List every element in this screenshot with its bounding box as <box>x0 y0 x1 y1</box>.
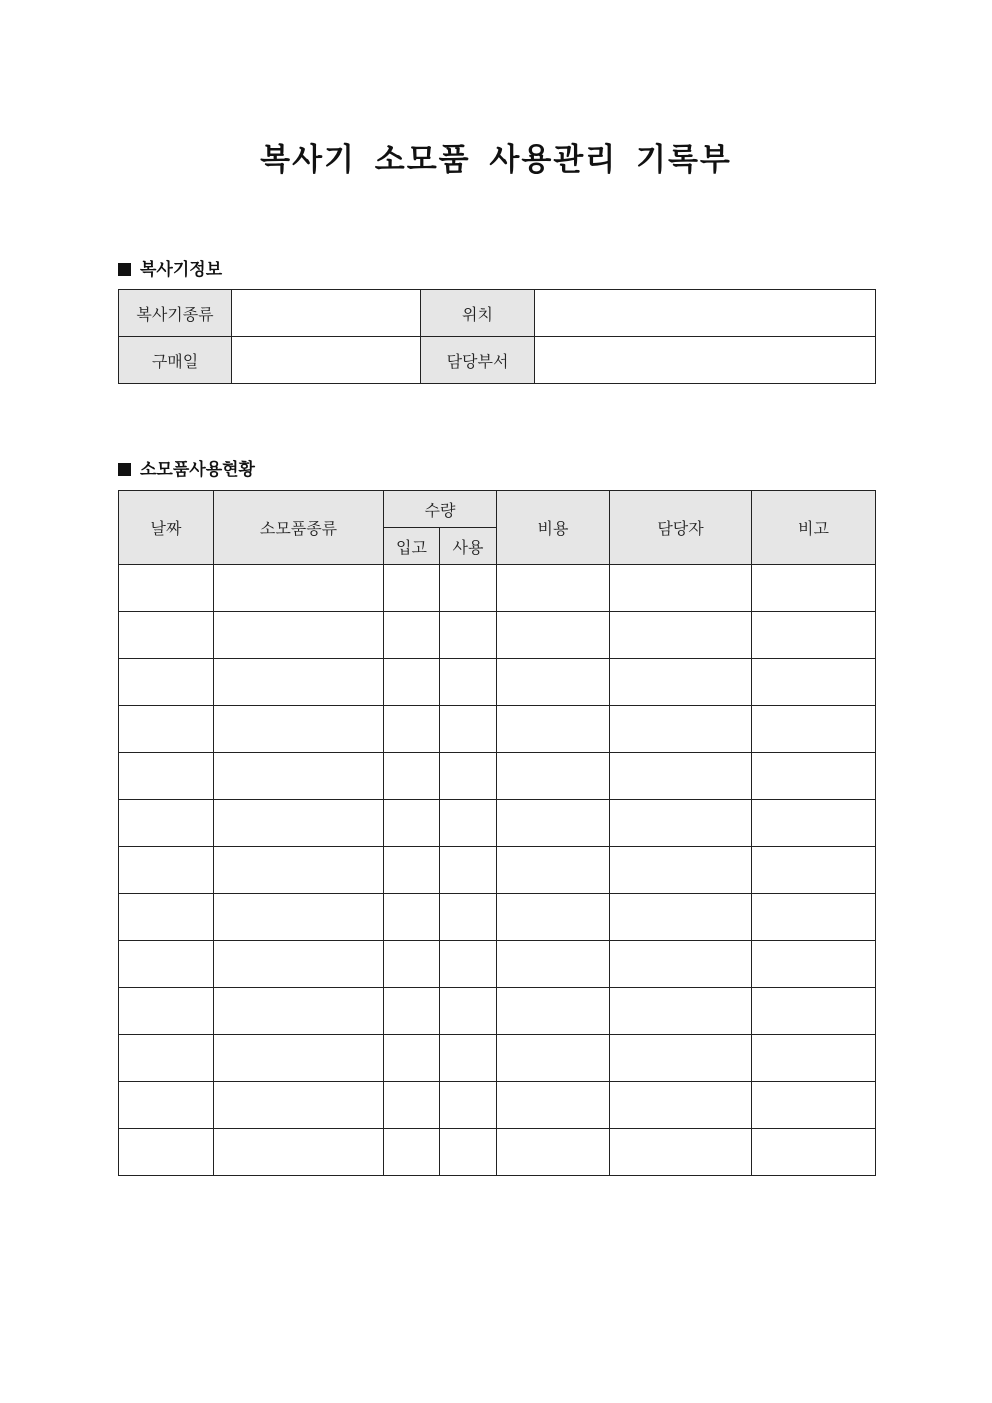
cost-cell[interactable] <box>497 1035 610 1082</box>
copier-info-row <box>119 290 876 337</box>
cost-cell[interactable] <box>497 706 610 753</box>
item-type-cell[interactable] <box>214 1035 384 1082</box>
copier-info-row <box>119 337 876 384</box>
item-type-cell[interactable] <box>214 800 384 847</box>
note-cell[interactable] <box>752 800 876 847</box>
item-type-cell[interactable] <box>214 988 384 1035</box>
used-cell[interactable] <box>440 706 497 753</box>
item-type-cell[interactable] <box>214 1129 384 1176</box>
note-cell[interactable] <box>752 659 876 706</box>
square-bullet-icon <box>118 463 131 476</box>
note-cell[interactable] <box>752 1082 876 1129</box>
usage-row <box>119 847 876 894</box>
item-type-cell[interactable] <box>214 565 384 612</box>
usage-row <box>119 988 876 1035</box>
cost-cell[interactable] <box>497 659 610 706</box>
used-cell[interactable] <box>440 941 497 988</box>
note-cell[interactable] <box>752 988 876 1035</box>
date-cell[interactable] <box>119 1129 214 1176</box>
usage-row <box>119 894 876 941</box>
received-cell[interactable] <box>384 753 440 800</box>
usage-row <box>119 1082 876 1129</box>
used-cell[interactable] <box>440 659 497 706</box>
usage-row <box>119 659 876 706</box>
person-cell[interactable] <box>610 847 752 894</box>
note-cell[interactable] <box>752 941 876 988</box>
item-type-cell[interactable] <box>214 753 384 800</box>
cost-cell[interactable] <box>497 941 610 988</box>
person-cell[interactable] <box>610 706 752 753</box>
usage-table <box>118 490 876 1176</box>
person-cell[interactable] <box>610 1129 752 1176</box>
cost-cell[interactable] <box>497 753 610 800</box>
person-cell[interactable] <box>610 1082 752 1129</box>
received-cell[interactable] <box>384 659 440 706</box>
usage-row <box>119 800 876 847</box>
copier-info-heading-text: 복사기정보 <box>140 260 223 280</box>
usage-row <box>119 565 876 612</box>
received-cell[interactable] <box>384 706 440 753</box>
copier-info-table <box>118 289 876 384</box>
date-cell[interactable] <box>119 894 214 941</box>
date-cell[interactable] <box>119 565 214 612</box>
received-cell[interactable] <box>384 565 440 612</box>
usage-row <box>119 612 876 659</box>
received-cell[interactable] <box>384 847 440 894</box>
col-date-header: 날짜 <box>119 491 214 565</box>
used-cell[interactable] <box>440 1082 497 1129</box>
person-cell[interactable] <box>610 753 752 800</box>
person-cell[interactable] <box>610 1035 752 1082</box>
item-type-cell[interactable] <box>214 847 384 894</box>
date-cell[interactable] <box>119 706 214 753</box>
note-cell[interactable] <box>752 753 876 800</box>
used-cell[interactable] <box>440 565 497 612</box>
copier-type-field[interactable] <box>232 290 421 337</box>
col-item-type-header: 소모품종류 <box>214 491 384 565</box>
note-cell[interactable] <box>752 847 876 894</box>
received-cell[interactable] <box>384 612 440 659</box>
used-cell[interactable] <box>440 1129 497 1176</box>
person-cell[interactable] <box>610 612 752 659</box>
used-cell[interactable] <box>440 800 497 847</box>
usage-row <box>119 753 876 800</box>
used-cell[interactable] <box>440 612 497 659</box>
usage-header-row <box>119 491 876 528</box>
received-cell[interactable] <box>384 988 440 1035</box>
note-cell[interactable] <box>752 894 876 941</box>
usage-heading <box>118 455 255 480</box>
cost-cell[interactable] <box>497 988 610 1035</box>
cost-cell[interactable] <box>497 1129 610 1176</box>
person-cell[interactable] <box>610 988 752 1035</box>
square-bullet-icon <box>118 263 131 276</box>
note-cell[interactable] <box>752 612 876 659</box>
cost-cell[interactable] <box>497 847 610 894</box>
location-label: 위치 <box>421 290 535 337</box>
col-cost-header: 비용 <box>497 491 610 565</box>
location-field[interactable] <box>535 290 876 337</box>
date-cell[interactable] <box>119 1082 214 1129</box>
usage-heading-text: 소모품사용현황 <box>140 460 255 480</box>
received-cell[interactable] <box>384 1035 440 1082</box>
cost-cell[interactable] <box>497 894 610 941</box>
usage-row <box>119 1035 876 1082</box>
col-quantity-header: 수량 <box>384 491 497 528</box>
cost-cell[interactable] <box>497 612 610 659</box>
purchase-date-label: 구매일 <box>119 337 232 384</box>
col-received-header: 입고 <box>384 528 440 565</box>
note-cell[interactable] <box>752 565 876 612</box>
date-cell[interactable] <box>119 659 214 706</box>
used-cell[interactable] <box>440 847 497 894</box>
item-type-cell[interactable] <box>214 612 384 659</box>
date-cell[interactable] <box>119 847 214 894</box>
received-cell[interactable] <box>384 1082 440 1129</box>
received-cell[interactable] <box>384 941 440 988</box>
cost-cell[interactable] <box>497 1082 610 1129</box>
col-used-header: 사용 <box>440 528 497 565</box>
col-person-header: 담당자 <box>610 491 752 565</box>
date-cell[interactable] <box>119 612 214 659</box>
col-note-header: 비고 <box>752 491 876 565</box>
item-type-cell[interactable] <box>214 894 384 941</box>
department-label: 담당부서 <box>421 337 535 384</box>
used-cell[interactable] <box>440 1035 497 1082</box>
received-cell[interactable] <box>384 800 440 847</box>
copier-info-heading <box>118 255 222 280</box>
cost-cell[interactable] <box>497 565 610 612</box>
date-cell[interactable] <box>119 988 214 1035</box>
item-type-cell[interactable] <box>214 659 384 706</box>
used-cell[interactable] <box>440 988 497 1035</box>
date-cell[interactable] <box>119 941 214 988</box>
note-cell[interactable] <box>752 1129 876 1176</box>
item-type-cell[interactable] <box>214 706 384 753</box>
date-cell[interactable] <box>119 800 214 847</box>
used-cell[interactable] <box>440 894 497 941</box>
document-title: 복사기 소모품 사용관리 기록부 <box>260 142 732 178</box>
person-cell[interactable] <box>610 941 752 988</box>
purchase-date-field[interactable] <box>232 337 421 384</box>
usage-row <box>119 706 876 753</box>
person-cell[interactable] <box>610 894 752 941</box>
person-cell[interactable] <box>610 800 752 847</box>
usage-row <box>119 941 876 988</box>
copier-type-label: 복사기종류 <box>119 290 232 337</box>
cost-cell[interactable] <box>497 800 610 847</box>
date-cell[interactable] <box>119 753 214 800</box>
date-cell[interactable] <box>119 1035 214 1082</box>
person-cell[interactable] <box>610 659 752 706</box>
usage-row <box>119 1129 876 1176</box>
item-type-cell[interactable] <box>214 1082 384 1129</box>
department-field[interactable] <box>535 337 876 384</box>
note-cell[interactable] <box>752 706 876 753</box>
note-cell[interactable] <box>752 1035 876 1082</box>
received-cell[interactable] <box>384 1129 440 1176</box>
item-type-cell[interactable] <box>214 941 384 988</box>
used-cell[interactable] <box>440 753 497 800</box>
person-cell[interactable] <box>610 565 752 612</box>
received-cell[interactable] <box>384 894 440 941</box>
